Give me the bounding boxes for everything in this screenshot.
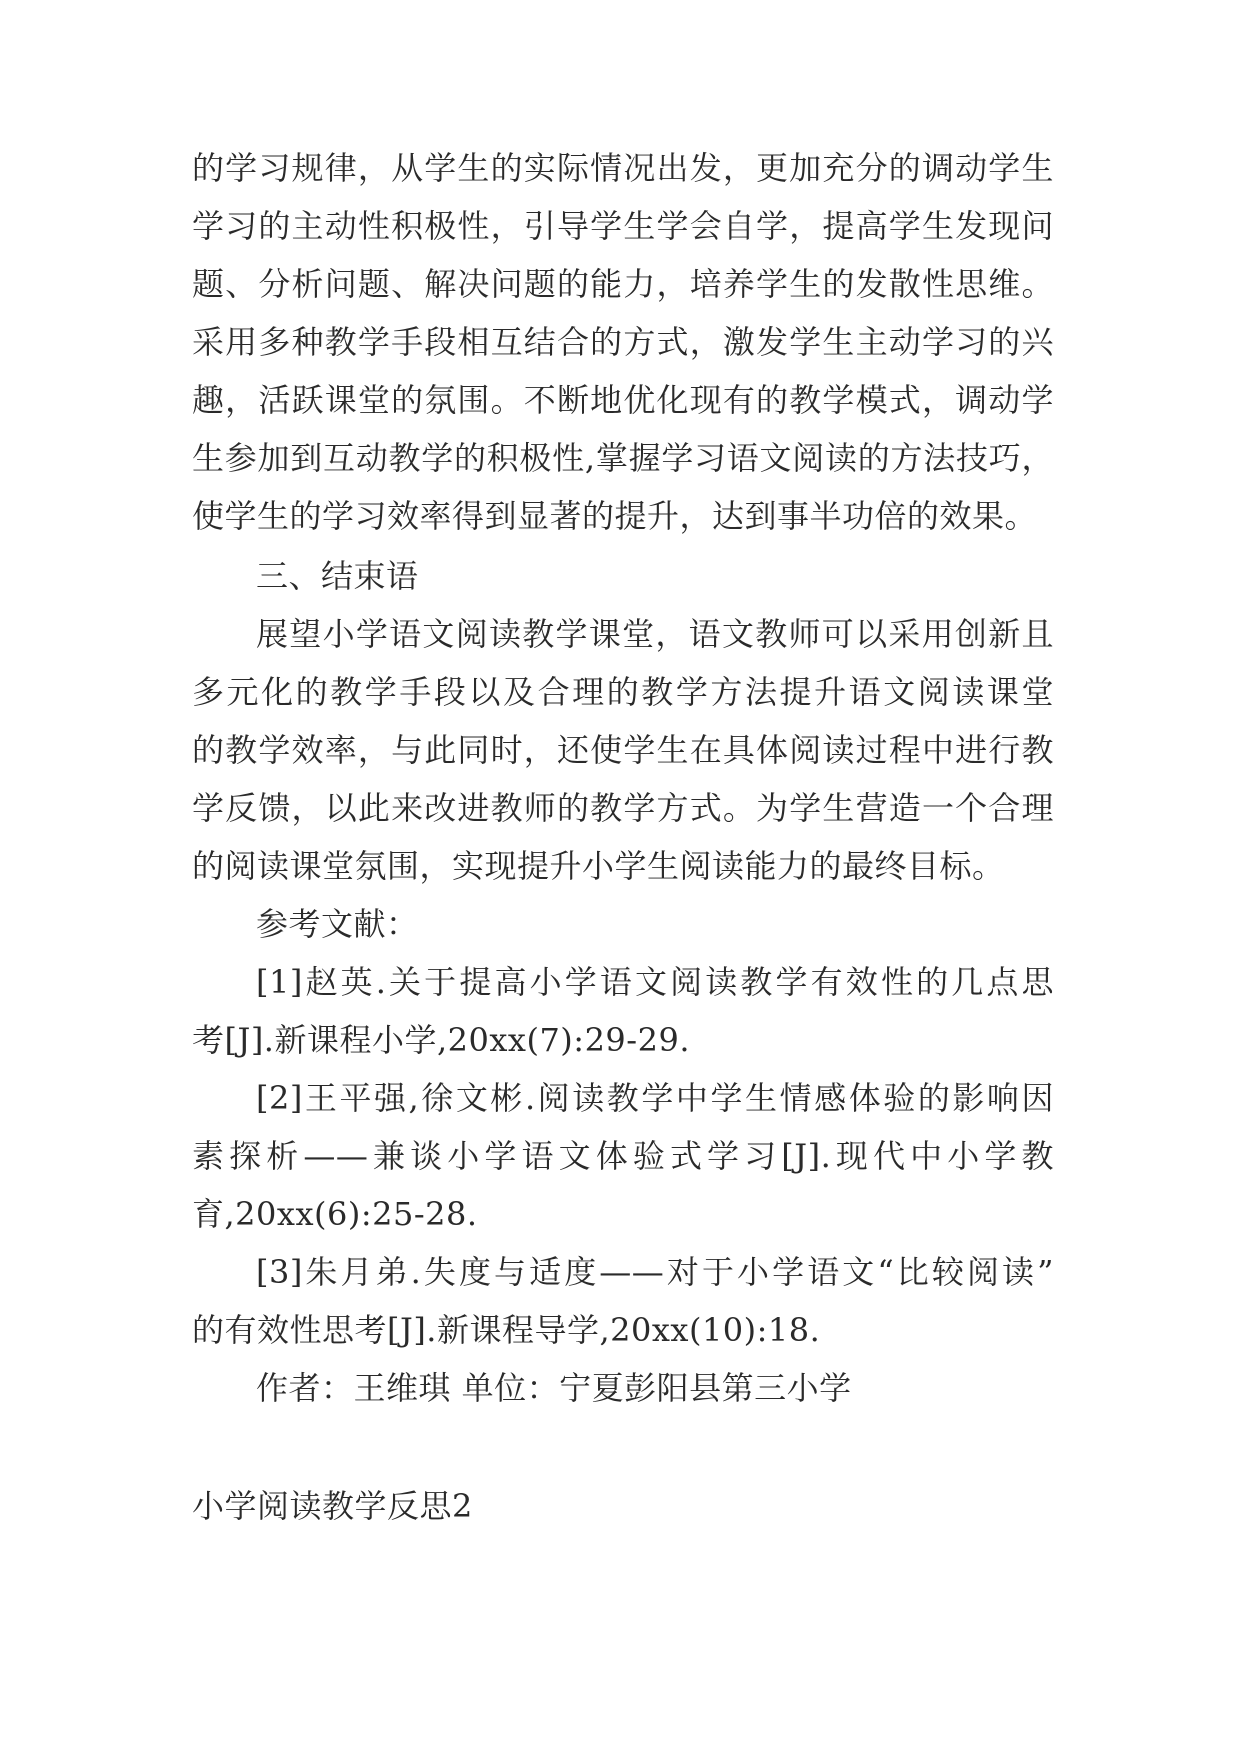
reference-line: [3]朱月弟.失度与适度——对于小学语文“比较阅读”: [256, 1253, 1054, 1291]
paragraph-line: 采用多种教学手段相互结合的方式，激发学生主动学习的兴: [192, 323, 1054, 361]
section-heading: 三、结束语: [256, 557, 419, 595]
reference-line: 素探析——兼谈小学语文体验式学习[J].现代中小学教: [192, 1137, 1054, 1175]
author-line: 作者：王维琪 单位：宁夏彭阳县第三小学: [256, 1369, 852, 1407]
paragraph-line: 学反馈，以此来改进教师的教学方式。为学生营造一个合理: [192, 789, 1054, 827]
reference-line: 育,20xx(6):25-28.: [192, 1195, 478, 1233]
paragraph-line: 生参加到互动教学的积极性,掌握学习语文阅读的方法技巧，: [192, 439, 1054, 477]
reference-line: 的有效性思考[J].新课程导学,20xx(10):18.: [192, 1311, 821, 1349]
references-heading: 参考文献：: [256, 905, 419, 943]
paragraph-line: 趣，活跃课堂的氛围。不断地优化现有的教学模式，调动学: [192, 381, 1054, 419]
paragraph-line: 的教学效率，与此同时，还使学生在具体阅读过程中进行教: [192, 731, 1054, 769]
reference-line: 考[J].新课程小学,20xx(7):29-29.: [192, 1021, 690, 1059]
reference-line: [1]赵英.关于提高小学语文阅读教学有效性的几点思: [256, 963, 1054, 1001]
paragraph-line: 的学习规律，从学生的实际情况出发，更加充分的调动学生: [192, 149, 1054, 187]
reference-line: [2]王平强,徐文彬.阅读教学中学生情感体验的影响因: [256, 1079, 1054, 1117]
paragraph-line: 学习的主动性积极性，引导学生学会自学，提高学生发现问: [192, 207, 1054, 245]
next-article-title: 小学阅读教学反思2: [192, 1487, 473, 1525]
paragraph-line: 展望小学语文阅读教学课堂，语文教师可以采用创新且: [256, 615, 1054, 653]
paragraph-line: 的阅读课堂氛围，实现提升小学生阅读能力的最终目标。: [192, 847, 1005, 885]
paragraph-line: 多元化的教学手段以及合理的教学方法提升语文阅读课堂: [192, 673, 1054, 711]
paragraph-line: 使学生的学习效率得到显著的提升，达到事半功倍的效果。: [192, 497, 1038, 535]
paragraph-line: 题、分析问题、解决问题的能力，培养学生的发散性思维。: [192, 265, 1054, 303]
